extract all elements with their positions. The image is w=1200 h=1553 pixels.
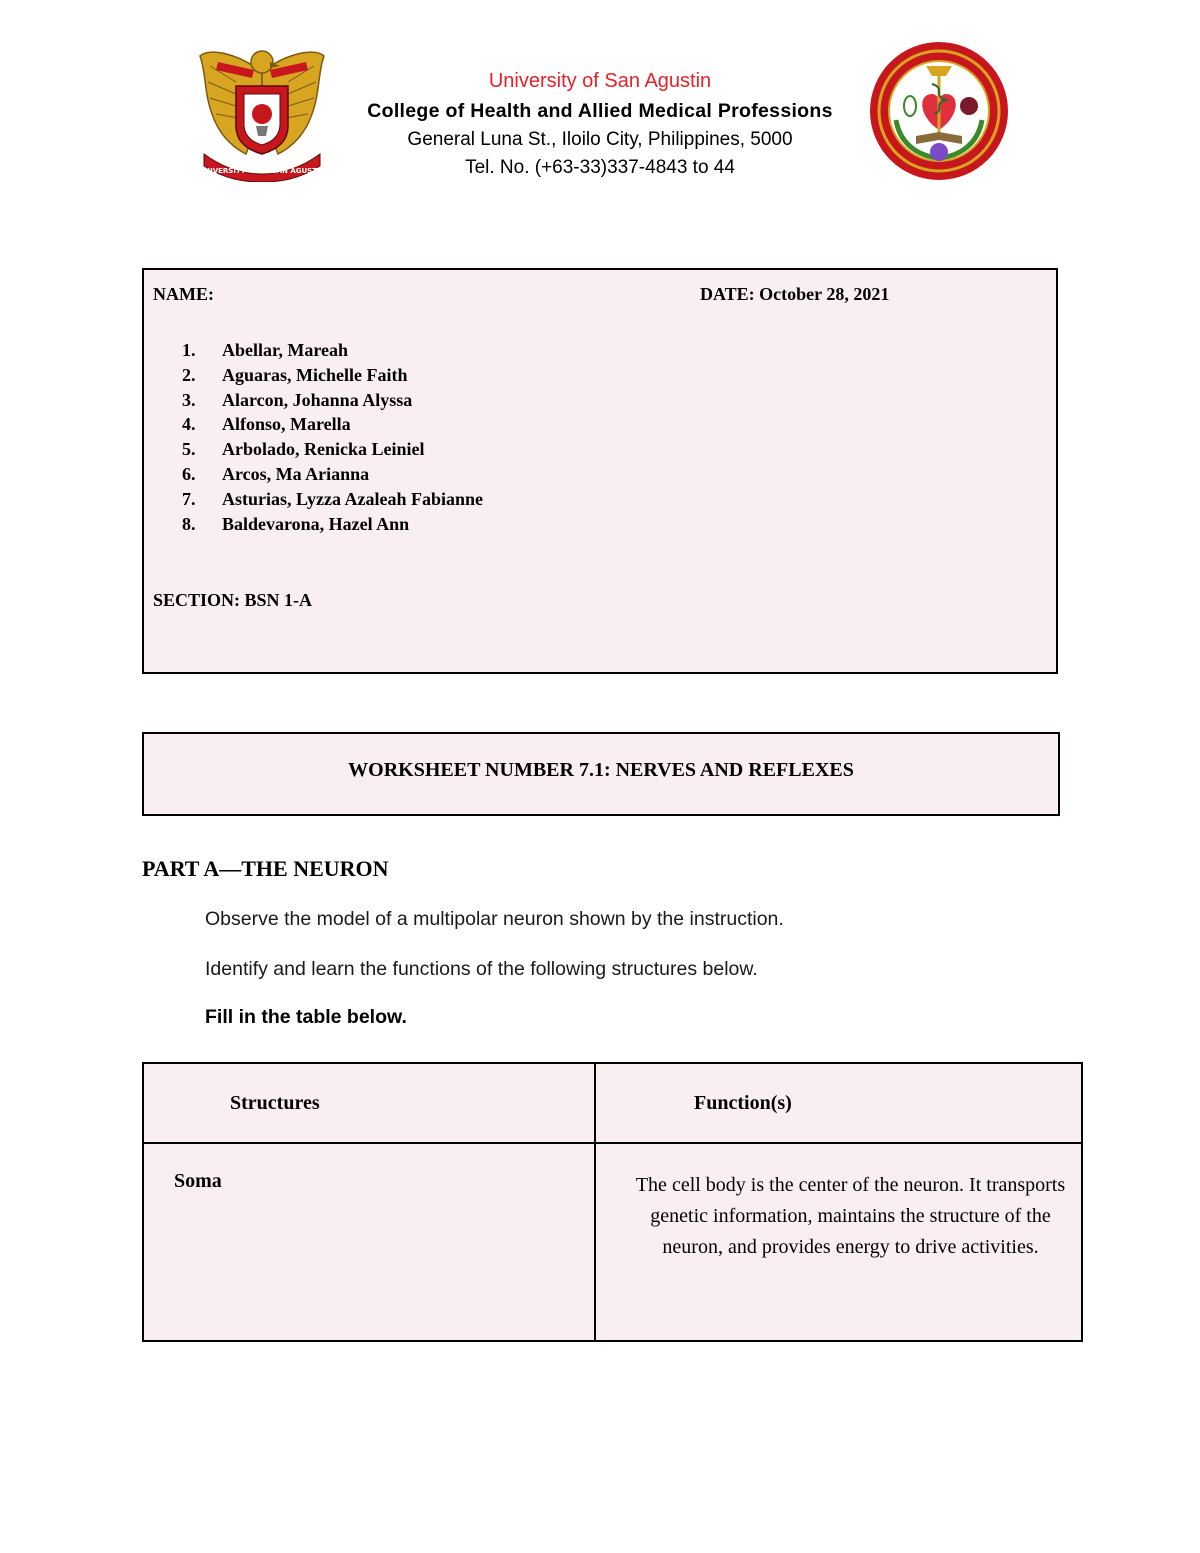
date-label: DATE: October 28, 2021 — [700, 284, 890, 304]
member-name: Alfonso, Marella — [222, 414, 351, 435]
function-cell: The cell body is the center of the neuron. It transports genetic information, maintains the structure of the neuron, and provides energy to drive activities. — [595, 1143, 1082, 1341]
student-info-box — [142, 268, 1058, 674]
name-label: NAME: — [153, 284, 214, 304]
list-item: 2. Aguaras, Michelle Faith — [182, 363, 483, 388]
member-name: Abellar, Mareah — [222, 340, 348, 360]
university-name: University of San Agustin — [488, 70, 712, 92]
column-header-structures: Structures — [143, 1063, 595, 1143]
member-name: Arcos, Ma Arianna — [222, 463, 370, 484]
list-item: 3. Alarcon, Johanna Alyssa — [182, 388, 483, 413]
college-name: College of Health and Allied Medical Professions — [367, 100, 833, 122]
instruction-identify: Identify and learn the functions of the following structures below. — [205, 958, 758, 980]
college-address: General Luna St., Iloilo City, Philippines, 5000 — [407, 129, 793, 150]
instruction-observe: Observe the model of a multipolar neuron shown by the instruction. — [205, 908, 784, 930]
member-name: Aguaras, Michelle Faith — [222, 364, 408, 385]
list-item: 5. Arbolado, Renicka Leiniel — [182, 437, 483, 462]
list-item: 7. Asturias, Lyzza Azaleah Fabianne — [182, 487, 483, 512]
table-row — [143, 1143, 1082, 1341]
instruction-fill-table: Fill in the table below. — [205, 1006, 407, 1028]
svg-text:UNIVERSITY · OF · SAN AGUSTIN: UNIVERSITY · OF · SAN AGUSTIN — [198, 167, 326, 175]
member-name: Baldevarona, Hazel Ann — [222, 513, 410, 534]
structure-cell: Soma — [143, 1143, 595, 1341]
table-header-row — [143, 1063, 1082, 1143]
list-item: 8. Baldevarona, Hazel Ann — [182, 512, 483, 537]
list-item: 4. Alfonso, Marella — [182, 412, 483, 437]
structures-table — [142, 1062, 1083, 1342]
university-seal-logo — [196, 42, 328, 182]
worksheet-title: WORKSHEET NUMBER 7.1: NERVES AND REFLEXES — [348, 758, 854, 781]
member-name: Asturias, Lyzza Azaleah Fabianne — [222, 488, 484, 509]
member-name: Arbolado, Renicka Leiniel — [222, 439, 425, 460]
worksheet-title-box — [142, 732, 1060, 816]
college-telephone: Tel. No. (+63-33)337-4843 to 44 — [465, 157, 735, 178]
college-seal-logo — [866, 40, 1012, 182]
section-label: SECTION: BSN 1-A — [153, 590, 313, 610]
list-item: 1. Abellar, Mareah — [182, 338, 483, 363]
member-name: Alarcon, Johanna Alyssa — [222, 389, 413, 410]
list-item: 6. Arcos, Ma Arianna — [182, 462, 483, 487]
column-header-functions: Function(s) — [595, 1063, 1082, 1143]
member-list — [182, 338, 483, 536]
part-a-heading: PART A—THE NEURON — [142, 856, 389, 881]
